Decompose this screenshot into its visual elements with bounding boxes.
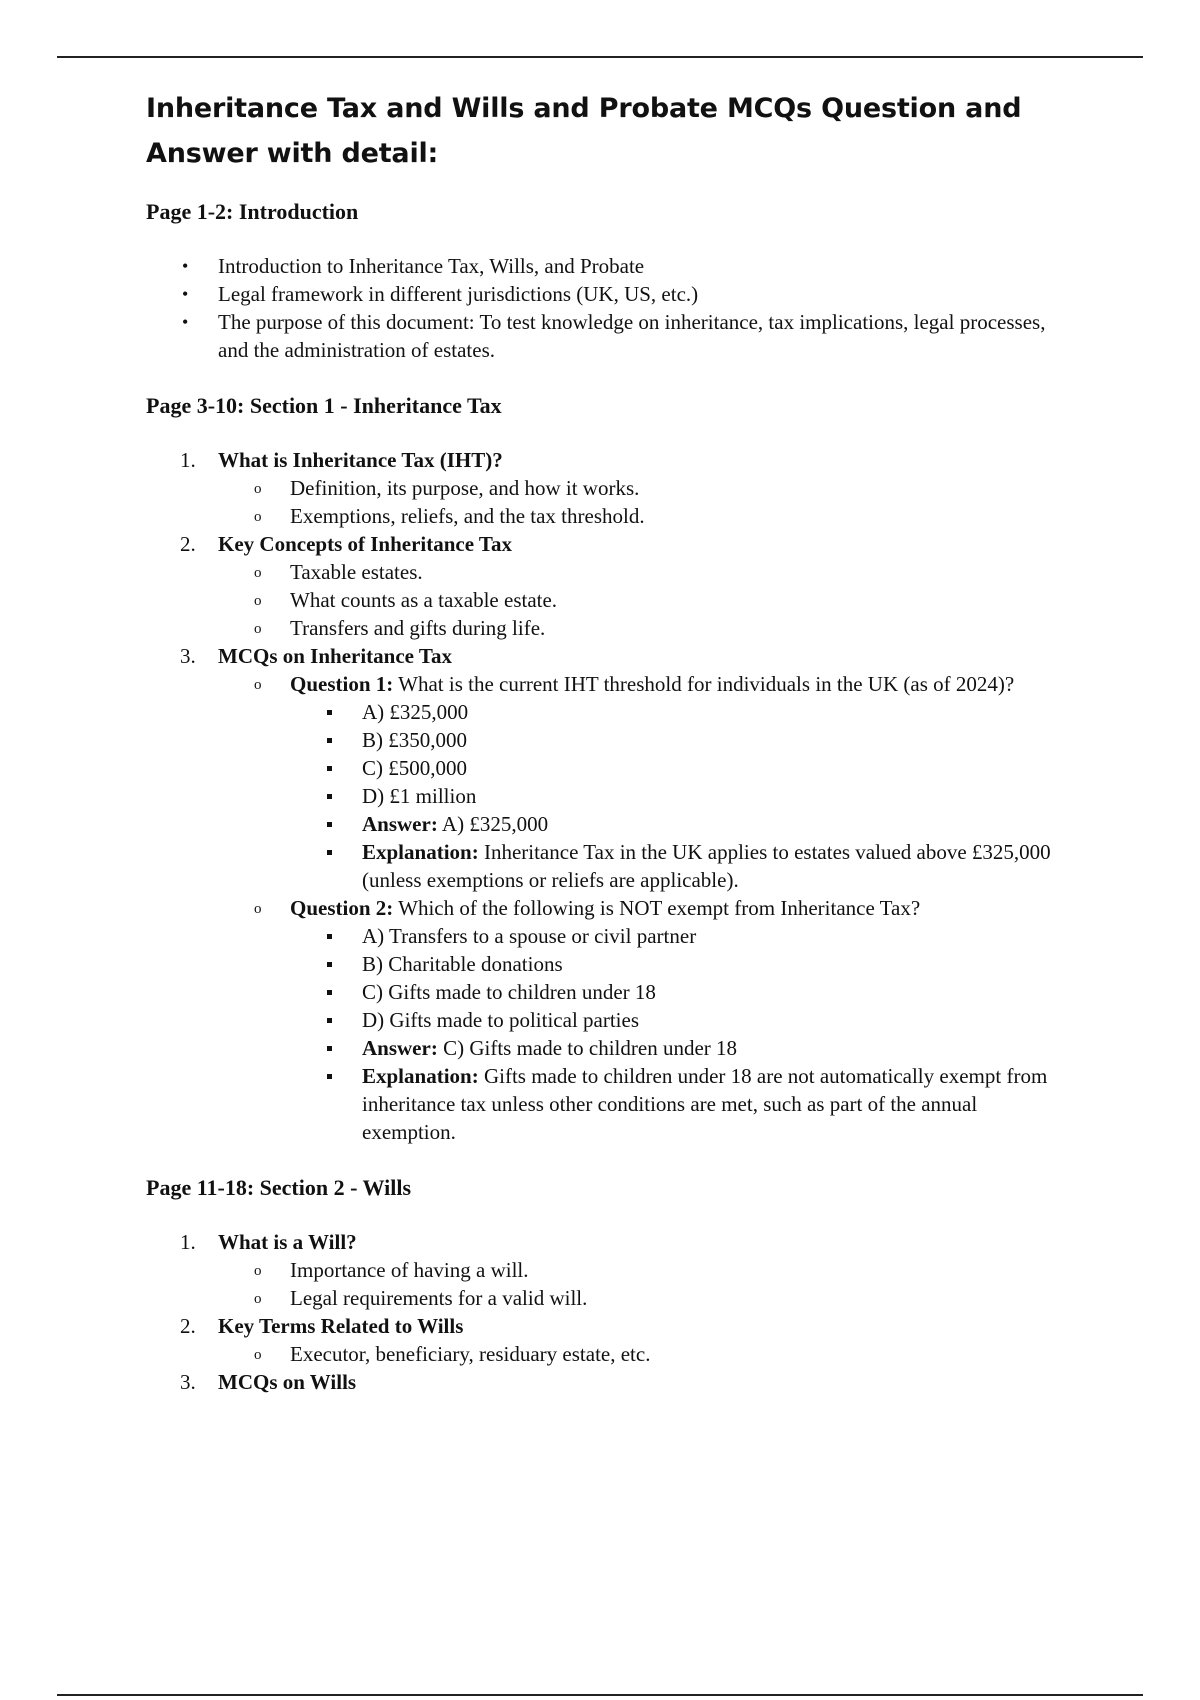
section2-list: [146, 1228, 1076, 1396]
option-item: B) £350,000: [290, 726, 1076, 754]
question-text: Which of the following is NOT exempt from Inheritance Tax?: [393, 896, 921, 920]
option-list: [290, 922, 1076, 1146]
item-title: MCQs on Wills: [218, 1370, 357, 1394]
circle-bullet-icon: o: [254, 1291, 262, 1307]
list-item: o Importance of having a will.: [218, 1256, 1076, 1284]
option-item: D) £1 million: [290, 782, 1076, 810]
square-bullet-icon: [327, 1018, 332, 1023]
circle-bullet-icon: o: [254, 509, 262, 525]
circle-bullet-icon: o: [254, 677, 262, 693]
item-number: 2.: [180, 532, 196, 556]
answer-item: Answer: C) Gifts made to children under 18: [290, 1034, 1076, 1062]
item-title: What is Inheritance Tax (IHT)?: [218, 448, 503, 472]
circle-bullet-icon: o: [254, 481, 262, 497]
circle-bullet-icon: o: [254, 1263, 262, 1279]
list-item: o Exemptions, reliefs, and the tax threshold.: [218, 502, 1076, 530]
option-list: [290, 698, 1076, 894]
list-item: o Taxable estates.: [218, 558, 1076, 586]
circle-bullet-icon: o: [254, 1347, 262, 1363]
question-label: Question 1:: [290, 672, 394, 696]
question-text: What is the current IHT threshold for individuals in the UK (as of 2024)?: [393, 672, 1015, 696]
square-bullet-icon: [327, 794, 332, 799]
list-item: o Transfers and gifts during life.: [218, 614, 1076, 642]
square-bullet-icon: [327, 934, 332, 939]
item-number: 1.: [180, 448, 196, 472]
section2-item-3: [146, 1368, 1076, 1396]
list-item: o What counts as a taxable estate.: [218, 586, 1076, 614]
sub-list: [218, 1256, 1076, 1312]
section2-item-2: [146, 1312, 1076, 1368]
square-bullet-icon: [327, 850, 332, 855]
circle-bullet-icon: o: [254, 621, 262, 637]
option-item: B) Charitable donations: [290, 950, 1076, 978]
section1-list: [146, 446, 1076, 1146]
square-bullet-icon: [327, 738, 332, 743]
list-item: o Legal requirements for a valid will.: [218, 1284, 1076, 1312]
bullet-icon: •: [182, 256, 189, 276]
list-item: • Legal framework in different jurisdictions (UK, US, etc.): [182, 282, 699, 306]
answer-item: Answer: A) £325,000: [290, 810, 1076, 838]
option-item: D) Gifts made to political parties: [290, 1006, 1076, 1034]
item-title: Key Concepts of Inheritance Tax: [218, 532, 512, 556]
list-item: o Executor, beneficiary, residuary estate, etc.: [218, 1340, 1076, 1368]
question-1: [218, 670, 1076, 894]
item-number: 3.: [180, 644, 196, 668]
circle-bullet-icon: o: [254, 593, 262, 609]
section2-item-1: [146, 1228, 1076, 1312]
section1-heading: Page 3-10: Section 1 - Inheritance Tax: [146, 393, 502, 418]
section1-item-1: [146, 446, 1076, 530]
circle-bullet-icon: o: [254, 901, 262, 917]
footer-rule: [57, 1694, 1143, 1696]
circle-bullet-icon: o: [254, 565, 262, 581]
mcq-list: [218, 670, 1076, 1146]
list-item: o Definition, its purpose, and how it works.: [218, 474, 1076, 502]
intro-list: [146, 252, 1076, 364]
square-bullet-icon: [327, 1046, 332, 1051]
document-page: [146, 86, 1076, 1396]
list-item: • The purpose of this document: To test knowledge on inheritance, tax implications, legal processes, and the administration of estates.: [182, 310, 1046, 362]
option-item: A) Transfers to a spouse or civil partner: [290, 922, 1076, 950]
item-title: MCQs on Inheritance Tax: [218, 644, 452, 668]
section1-item-3: [146, 642, 1076, 1146]
bullet-icon: •: [182, 284, 189, 304]
option-item: C) Gifts made to children under 18: [290, 978, 1076, 1006]
option-item: A) £325,000: [290, 698, 1076, 726]
list-item: • Introduction to Inheritance Tax, Wills, and Probate: [182, 254, 645, 278]
square-bullet-icon: [327, 990, 332, 995]
square-bullet-icon: [327, 1074, 332, 1079]
question-2: [218, 894, 1076, 1146]
question-label: Question 2:: [290, 896, 394, 920]
sub-list: [218, 558, 1076, 642]
item-title: What is a Will?: [218, 1230, 357, 1254]
sub-list: [218, 474, 1076, 530]
square-bullet-icon: [327, 766, 332, 771]
explanation-item: Explanation: Inheritance Tax in the UK applies to estates valued above £325,000 (unless exemptions or reliefs are applicable).: [290, 838, 1076, 894]
explanation-item: Explanation: Gifts made to children under 18 are not automatically exempt from inheritance tax unless other conditions are met, such as part of the annual exemption.: [290, 1062, 1076, 1146]
intro-heading: Page 1-2: Introduction: [146, 199, 359, 224]
section1-item-2: [146, 530, 1076, 642]
bullet-icon: •: [182, 312, 189, 332]
square-bullet-icon: [327, 962, 332, 967]
square-bullet-icon: [327, 822, 332, 827]
square-bullet-icon: [327, 710, 332, 715]
item-number: 1.: [180, 1230, 196, 1254]
section2-heading: Page 11-18: Section 2 - Wills: [146, 1175, 412, 1200]
item-number: 2.: [180, 1314, 196, 1338]
item-title: Key Terms Related to Wills: [218, 1314, 464, 1338]
option-item: C) £500,000: [290, 754, 1076, 782]
sub-list: [218, 1340, 1076, 1368]
item-number: 3.: [180, 1370, 196, 1394]
document-title: Inheritance Tax and Wills and Probate MCQs Question and Answer with detail:: [146, 93, 1022, 169]
header-rule: [57, 56, 1143, 58]
